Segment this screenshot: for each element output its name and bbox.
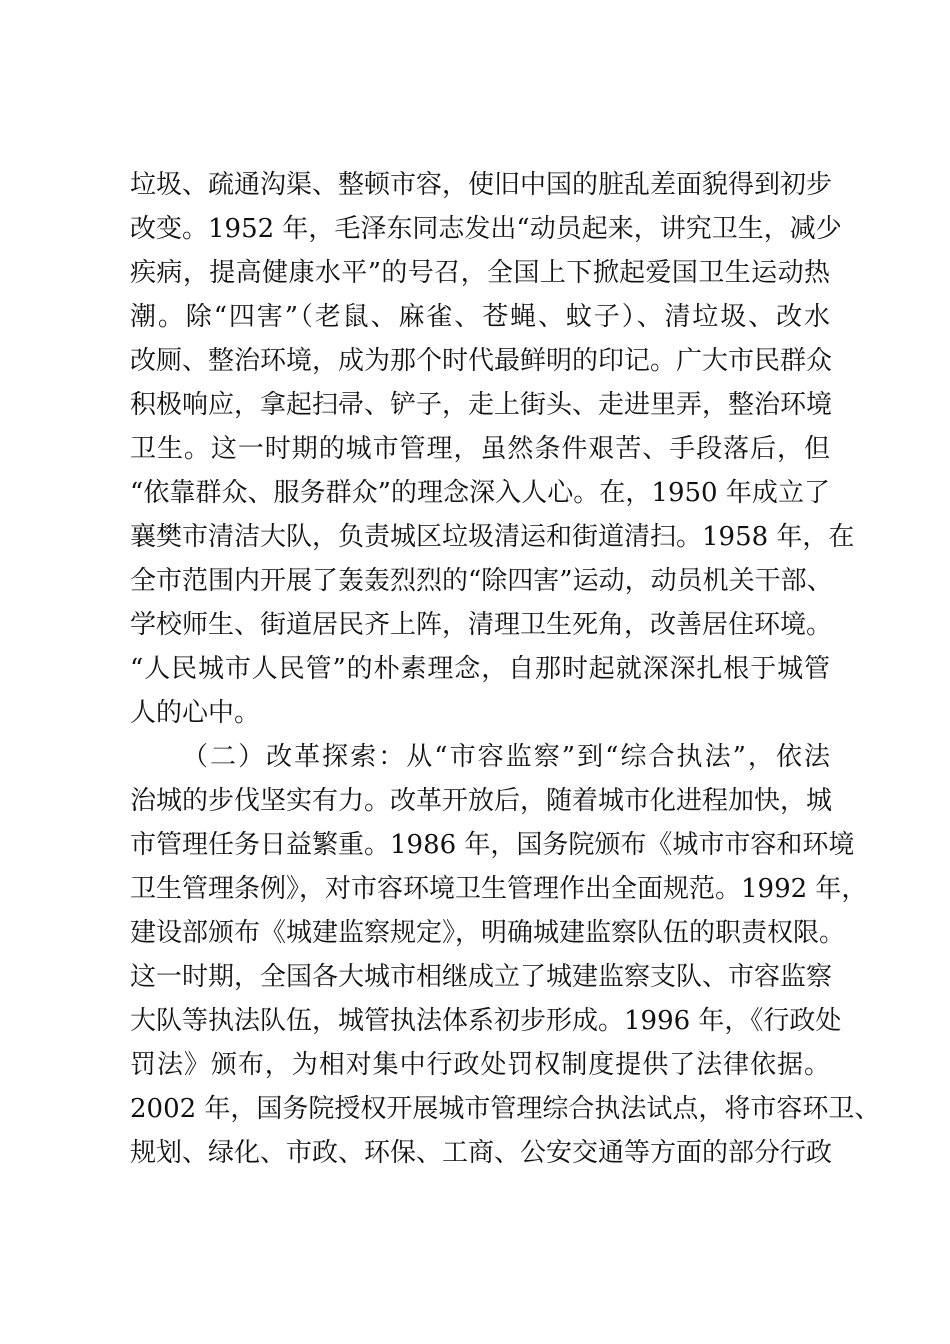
text-line: 全市范围内开展了轰轰烈烈的“除四害”运动，动员机关干部、 <box>130 566 833 596</box>
text-line: “人民城市人民管”的朴素理念，自那时起就深深扎根于城管 <box>130 654 830 684</box>
text-line: 罚法》颁布，为相对集中行政处罚权制度提供了法律依据。 <box>130 1050 830 1080</box>
text-line: 积极响应，拿起扫帚、铲子，走上街头、走进里弄，整治环境 <box>130 390 833 420</box>
text-line: 建设部颁布《城建监察规定》，明确城建监察队伍的职责权限。 <box>130 918 846 948</box>
text-line: 改变。1952 年，毛泽东同志发出“动员起来，讲究卫生，减少 <box>130 214 842 244</box>
text-line: 卫生管理条例》，对市容环境卫生管理作出全面规范。1992 年， <box>130 874 868 904</box>
text-line: 改厕、整治环境，成为那个时代最鲜明的印记。广大市民群众 <box>130 346 833 376</box>
text-line: “依靠群众、服务群众”的理念深入人心。在，1950 年成立了 <box>130 478 830 508</box>
text-line: 规划、绿化、市政、环保、工商、公安交通等方面的部分行政 <box>130 1138 833 1168</box>
text-line: 垃圾、疏通沟渠、整顿市容，使旧中国的脏乱差面貌得到初步 <box>130 170 833 200</box>
text-line: 市管理任务日益繁重。1986 年，国务院颁布《城市市容和环境 <box>130 830 855 860</box>
text-line: 学校师生、街道居民齐上阵，清理卫生死角，改善居住环境。 <box>130 610 833 640</box>
text-line: 人的心中。 <box>130 698 261 728</box>
text-line: 治城的步伐坚实有力。改革开放后，随着城市化进程加快，城 <box>130 786 833 816</box>
section-heading-line: （二）改革探索：从“市容监察”到“综合执法”，依法 <box>182 742 830 772</box>
text-line: 卫生。这一时期的城市管理，虽然条件艰苦、手段落后，但 <box>130 434 830 464</box>
text-line: 疾病，提高健康水平”的号召，全国上下掀起爱国卫生运动热 <box>130 258 830 288</box>
text-line: 这一时期，全国各大城市相继成立了城建监察支队、市容监察 <box>130 962 833 992</box>
text-line: 襄樊市清洁大队，负责城区垃圾清运和街道清扫。1958 年，在 <box>130 522 855 552</box>
text-line: 大队等执法队伍，城管执法体系初步形成。1996 年，《行政处 <box>130 1006 842 1036</box>
text-line: 潮。除“四害”（老鼠、麻雀、苍蝇、蚊子）、清垃圾、改水 <box>130 302 830 332</box>
text-line: 2002 年，国务院授权开展城市管理综合执法试点，将市容环卫、 <box>130 1094 881 1124</box>
